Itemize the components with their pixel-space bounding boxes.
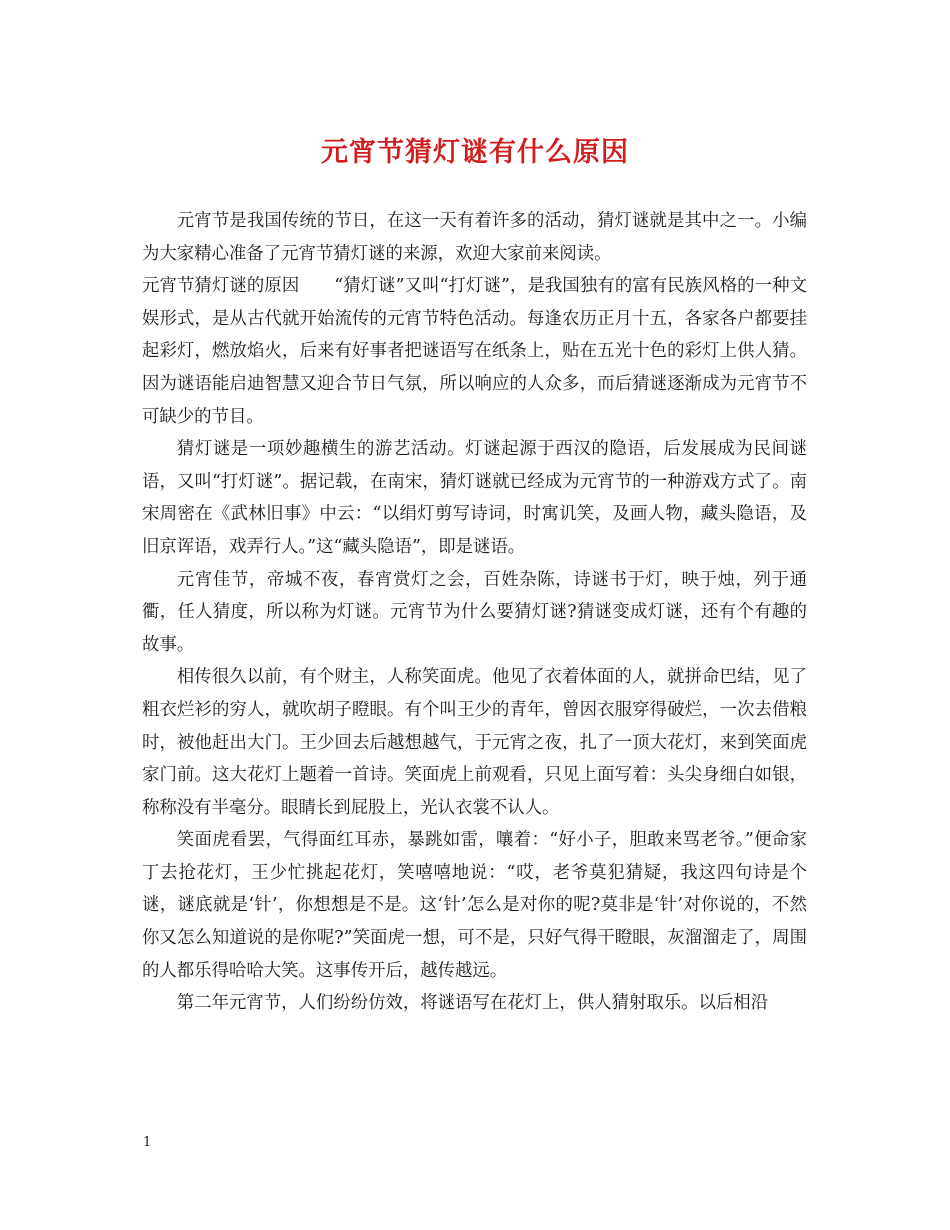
document-body — [142, 205, 807, 1020]
paragraph-reason: 元宵节猜灯谜的原因 “猜灯谜”又叫“打灯谜”，是我国独有的富有民族风格的一种文娱形式，是从古代就开始流传的元宵节特色活动。每逢农历正月十五，各家各户都要挂起彩灯，燃放焰火，后来有好事者把谜语写在纸条上，贴在五光十色的彩灯上供人猜。因为谜语能启迪智慧又迎合节日气氛，所以响应的人众多，而后猜谜逐渐成为元宵节不可缺少的节目。 — [142, 276, 807, 427]
page-number: 1 — [143, 1135, 152, 1150]
paragraph-origin: 猜灯谜是一项妙趣横生的游艺活动。灯谜起源于西汉的隐语，后发展成为民间谜语，又叫“打灯谜”。据记载，在南宋，猜灯谜就已经成为元宵节的一种游戏方式了。南宋周密在《武林旧事》中云：“以绢灯剪写诗词，时寓讥笑，及画人物，藏头隐语，及旧京诨语，戏弄行人。”这“藏头隐语”，即是谜语。 — [142, 439, 807, 557]
document-title: 元宵节猜灯谜有什么原因 — [321, 137, 629, 168]
paragraph-tradition: 第二年元宵节，人们纷纷仿效，将谜语写在花灯上，供人猜射取乐。以后相沿 — [176, 993, 769, 1014]
paragraph-festival: 元宵佳节，帝城不夜，春宵赏灯之会，百姓杂陈，诗谜书于灯，映于烛，列于通衢，任人猜度，所以称为灯谜。元宵节为什么要猜灯谜?猜谜变成灯谜，还有个有趣的故事。 — [142, 569, 807, 655]
paragraph-riddle: 笑面虎看罢，气得面红耳赤，暴跳如雷，嚷着：“好小子，胆敢来骂老爷。”便命家丁去抢花灯，王少忙挑起花灯，笑嘻嘻地说：“哎，老爷莫犯猜疑，我这四句诗是个谜，谜底就是‘针’，你想想是不是。这‘针’怎么是对你的呢?莫非是‘针’对你说的，不然你又怎么知道说的是你呢?”笑面虎一想，可不是，只好气得干瞪眼，灰溜溜走了，周围的人都乐得哈哈大笑。这事传开后，越传越远。 — [142, 830, 807, 981]
paragraph-legend: 相传很久以前，有个财主，人称笑面虎。他见了衣着体面的人，就拼命巴结，见了粗衣烂衫的穷人，就吹胡子瞪眼。有个叫王少的青年，曾因衣服穿得破烂，一次去借粮时，被他赶出大门。王少回去后越想越气，于元宵之夜，扎了一顶大花灯，来到笑面虎家门前。这大花灯上题着一首诗。笑面虎上前观看，只见上面写着：头尖身细白如银，称称没有半毫分。眼睛长到屁股上，光认衣裳不认人。 — [142, 667, 807, 818]
paragraph-intro: 元宵节是我国传统的节日，在这一天有着许多的活动，猜灯谜就是其中之一。小编为大家精心准备了元宵节猜灯谜的来源，欢迎大家前来阅读。 — [142, 211, 807, 264]
